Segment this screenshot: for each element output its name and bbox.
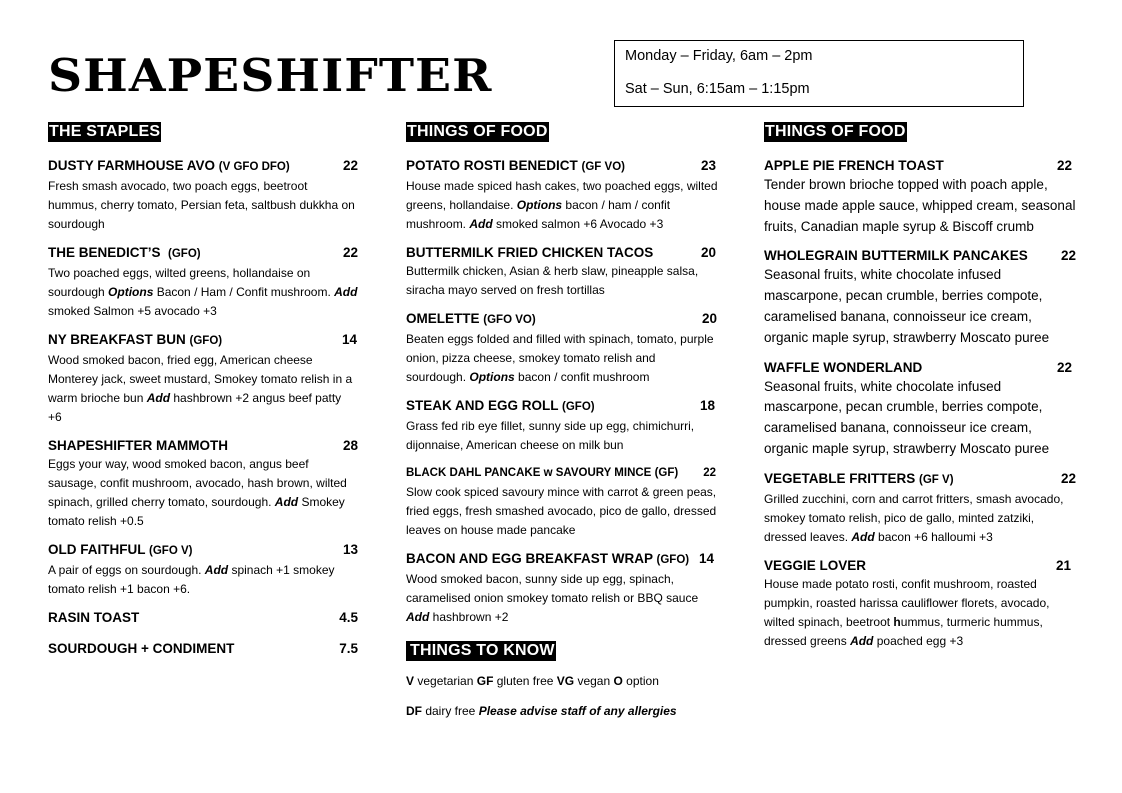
item-price: 22	[342, 245, 358, 260]
item-name: WHOLEGRAIN BUTTERMILK PANCAKES	[764, 248, 1028, 264]
item-description: Wood smoked bacon, sunny side up egg, spinach, caramelised onion smokey tomato relish or BBQ sauce Add hashbrown +2	[406, 572, 699, 624]
menu-item	[764, 469, 1076, 547]
item-description: Buttermilk chicken, Asian & herb slaw, pineapple salsa, siracha mayo served on fresh tortillas	[406, 264, 699, 297]
item-price: 22	[1060, 470, 1076, 486]
menu-item	[48, 639, 358, 658]
item-price: 23	[700, 158, 716, 173]
item-tag: (GF VO)	[581, 161, 625, 173]
item-price: 22	[342, 158, 358, 173]
item-tag: (GFO)	[562, 401, 595, 413]
item-description: A pair of eggs on sourdough. Add spinach +1 smokey tomato relish +1 bacon +6.	[48, 563, 335, 596]
dietary-legend: V vegetarian GF gluten free VG vegan O option	[406, 674, 659, 688]
item-tag: (GFO)	[168, 248, 201, 260]
item-name: THE BENEDICT’S	[48, 245, 161, 260]
item-name: BACON AND EGG BREAKFAST WRAP	[406, 551, 653, 566]
item-price: 22	[703, 467, 716, 479]
section-heading-things-of-food-2: THINGS OF FOOD	[765, 123, 906, 140]
item-description: House made potato rosti, confit mushroom, roasted pumpkin, roasted harissa cauliflower florets, avocado, wilted spinach, beetroot hummus, turmeric hummus, dressed greens Add poached egg +3	[764, 576, 1050, 648]
item-description: Grass fed rib eye fillet, sunny side up egg, chimichurri, dijonnaise, American cheese on milk bun	[406, 419, 695, 452]
menu-item	[764, 556, 1076, 651]
item-description: Grilled zucchini, corn and carrot fritters, smash avocado, smokey tomato relish, pico de gallo, minted zatziki, dressed leaves. Add bacon +6 halloumi +3	[764, 491, 1064, 544]
item-name: OMELETTE	[406, 311, 480, 326]
menu-item	[764, 246, 1076, 348]
column-staples	[48, 122, 358, 667]
item-price: 7.5	[339, 641, 358, 656]
section-heading-staples: THE STAPLES	[49, 123, 161, 140]
item-tag: (GF V)	[919, 473, 954, 486]
item-name: OLD FAITHFUL	[48, 542, 146, 557]
item-name: RASIN TOAST	[48, 610, 140, 625]
item-price: 21	[1055, 557, 1071, 573]
item-price: 22	[1056, 158, 1072, 173]
item-description: Tender brown brioche topped with poach apple, house made apple sauce, whipped cream, seasonal fruits, Canadian maple syrup & Biscoff crumb	[764, 177, 1076, 234]
menu-item	[406, 396, 718, 455]
item-name: NY BREAKFAST BUN	[48, 332, 186, 347]
item-name: DUSTY FARMHOUSE AVO	[48, 158, 216, 173]
menu-item	[406, 464, 718, 540]
item-price: 20	[700, 245, 716, 260]
item-price: 18	[699, 398, 715, 413]
item-name: SOURDOUGH + CONDIMENT	[48, 641, 235, 656]
item-name: VEGGIE LOVER	[764, 557, 867, 573]
menu-item	[764, 156, 1076, 237]
item-price: 22	[1060, 248, 1076, 264]
menu-item	[48, 608, 358, 627]
item-price: 22	[1056, 359, 1072, 375]
item-tag: (GFO V)	[149, 545, 193, 557]
item-name: VEGETABLE FRITTERS	[764, 470, 916, 486]
menu-item	[406, 156, 718, 234]
menu-item	[764, 358, 1076, 460]
item-description: House made spiced hash cakes, two poached eggs, wilted greens, hollandaise. Options bacon / ham / confit mushroom. Add smoked salmon +6 Avocado +3	[406, 179, 718, 231]
menu-item	[48, 540, 358, 599]
item-name: STEAK AND EGG ROLL	[406, 398, 559, 413]
item-tag: (GF)	[654, 467, 679, 479]
menu-item	[406, 309, 718, 387]
item-name: BLACK DAHL PANCAKE w SAVOURY MINCE	[406, 467, 652, 479]
item-tag: (GFO)	[189, 335, 223, 347]
item-price: 14	[698, 551, 714, 566]
item-tag: (V GFO DFO)	[218, 161, 290, 173]
item-description: Beaten eggs folded and filled with spinach, tomato, purple onion, pizza cheese, smokey tomato relish and sourdough. Options bacon / confit mushroom	[406, 332, 714, 384]
column-things-of-food-2	[764, 122, 1076, 660]
item-description: Fresh smash avocado, two poach eggs, beetroot hummus, cherry tomato, Persian feta, saltbush dukkha on sourdough	[48, 179, 355, 231]
menu-item	[406, 549, 718, 627]
item-price: 13	[342, 542, 358, 557]
menu-item	[48, 156, 358, 234]
item-description: Two poached eggs, wilted greens, hollandaise on sourdough Options Bacon / Ham / Confit mushroom. Add smoked Salmon +5 avocado +3	[48, 266, 358, 318]
section-heading-things-of-food: THINGS OF FOOD	[407, 123, 548, 140]
opening-hours-box	[614, 40, 1024, 107]
item-name: SHAPESHIFTER MAMMOTH	[48, 438, 228, 453]
item-price: 20	[701, 311, 717, 326]
allergy-note: DF dairy free Please advise staff of any allergies	[406, 704, 677, 718]
item-price: 4.5	[339, 610, 358, 625]
item-name: WAFFLE WONDERLAND	[764, 359, 923, 375]
item-tag: (GFO VO)	[483, 314, 536, 326]
item-description: Seasonal fruits, white chocolate infused mascarpone, pecan crumble, berries compote, caramelised banana, connoisseur ice cream, organic maple syrup, strawberry Moscato puree	[764, 378, 1050, 456]
menu-item	[48, 436, 358, 531]
weekday-hours: Monday – Friday, 6am – 2pm	[625, 48, 813, 64]
item-price: 28	[342, 438, 358, 453]
column-things-of-food-1	[406, 122, 718, 732]
item-name: APPLE PIE FRENCH TOAST	[764, 158, 944, 173]
item-description: Eggs your way, wood smoked bacon, angus beef sausage, confit mushroom, avocado, hash brown, wilted spinach, grilled cherry tomato, sourdough. Add Smokey tomato relish +0.5	[48, 457, 347, 528]
weekend-hours: Sat – Sun, 6:15am – 1:15pm	[625, 81, 810, 97]
item-price: 14	[341, 332, 357, 347]
item-description: Wood smoked bacon, fried egg, American cheese Monterey jack, sweet mustard, Smokey tomato relish in a warm brioche bun Add hashbrown +2 angus beef patty +6	[48, 353, 353, 424]
item-name: BUTTERMILK FRIED CHICKEN TACOS	[406, 245, 654, 260]
brand-logo: SHAPESHIFTER	[48, 49, 493, 102]
menu-item	[48, 243, 358, 321]
item-name: POTATO ROSTI BENEDICT	[406, 158, 578, 173]
menu-item	[48, 330, 358, 427]
item-description: Slow cook spiced savoury mince with carrot & green peas, fried eggs, fresh smashed avocado, pico de gallo, dressed leaves on house made pancake	[406, 485, 717, 537]
item-tag: (GFO)	[656, 554, 690, 566]
menu-item	[406, 243, 718, 300]
section-heading-things-to-know: THINGS TO KNOW	[406, 641, 556, 661]
item-description: Seasonal fruits, white chocolate infused mascarpone, pecan crumble, berries compote, caramelised banana, connoisseur ice cream, organic maple syrup, strawberry Moscato puree	[764, 267, 1050, 345]
